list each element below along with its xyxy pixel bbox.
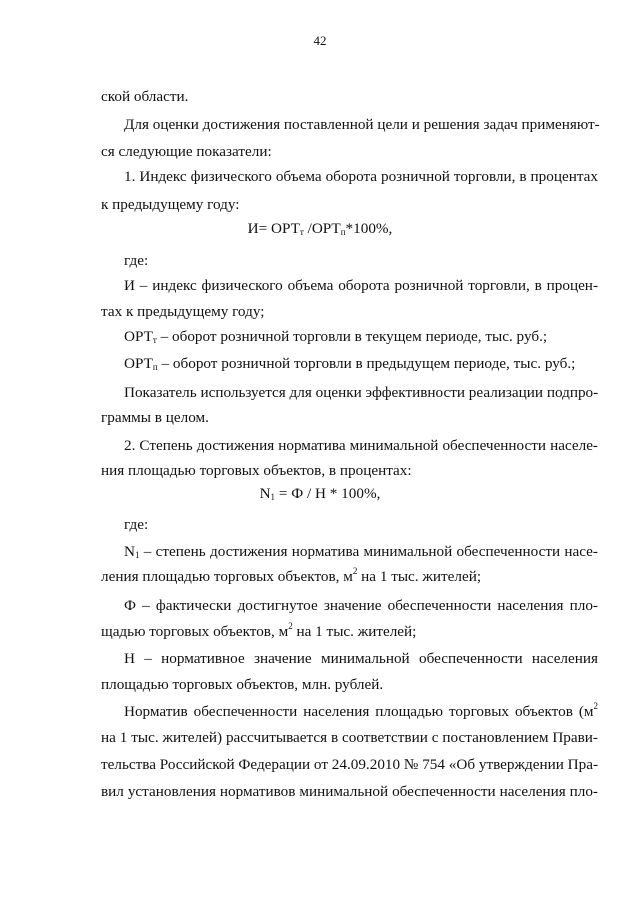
text-line: площадью торговых объектов, млн. рублей. (101, 676, 384, 693)
text-line: вил установления нормативов минимальной обеспеченности населения пло- (101, 783, 598, 800)
text-line: граммы в целом. (101, 409, 209, 426)
text-line: ской области. (101, 88, 189, 105)
text-line: Ф – фактически достигнутое значение обеспеченности населения пло- (124, 597, 598, 614)
text-line: 1. Индекс физического объема оборота розничной торговли, в процентах (124, 168, 598, 185)
text-line: И – индекс физического объема оборота розничной торговли, в процен- (124, 277, 598, 294)
text-line: Для оценки достижения поставленной цели и решения задач применяют- (124, 116, 600, 133)
formula-index: $И= ОРТ_т$ $/ОРТ_п*100\%$, (247, 220, 393, 237)
text-line: $ОРТ_т$ – оборот розничной торговли в текущем периоде, тыс. руб.; (124, 328, 548, 345)
text-line: ся следующие показатели: (101, 143, 272, 160)
text-line: Норматив обеспеченности населения площадью торговых объектов ($м^2$ (124, 701, 598, 720)
text-line: $N_1$ – степень достижения норматива минимальной обеспеченности насе- (124, 543, 598, 560)
text-line: $ОРТ_п$ – оборот розничной торговли в предыдущем периоде, тыс. руб.; (124, 355, 576, 372)
text-line: тельства Российской Федерации от 24.09.2010 № 754 «Об утверждении Пра- (101, 756, 599, 773)
text-line: щадью торговых объектов, $м^2$ на 1 тыс. жителей; (101, 621, 417, 640)
text-line: тах к предыдущему году; (101, 303, 265, 320)
text-line: где: (124, 516, 149, 533)
text-line: 2. Степень достижения норматива минимальной обеспеченности населе- (124, 437, 598, 454)
text-line: Показатель используется для оценки эффективности реализации подпро- (124, 384, 599, 401)
text-line: ления площадью торговых объектов, $м^2$ на 1 тыс. жителей; (101, 566, 482, 585)
text-line: где: (124, 252, 149, 269)
text-line: ния площадью торговых объектов, в процентах: (101, 462, 412, 479)
page-number: 42 (313, 33, 327, 48)
formula-norm: $N_1 = Ф / Н * 100\%$, (259, 485, 381, 502)
text-line: к предыдущему году: (101, 196, 240, 213)
text-line: Н – нормативное значение минимальной обеспеченности населения (124, 650, 598, 667)
text-line: на 1 тыс. жителей) рассчитывается в соответствии с постановлением Прави- (101, 729, 598, 746)
